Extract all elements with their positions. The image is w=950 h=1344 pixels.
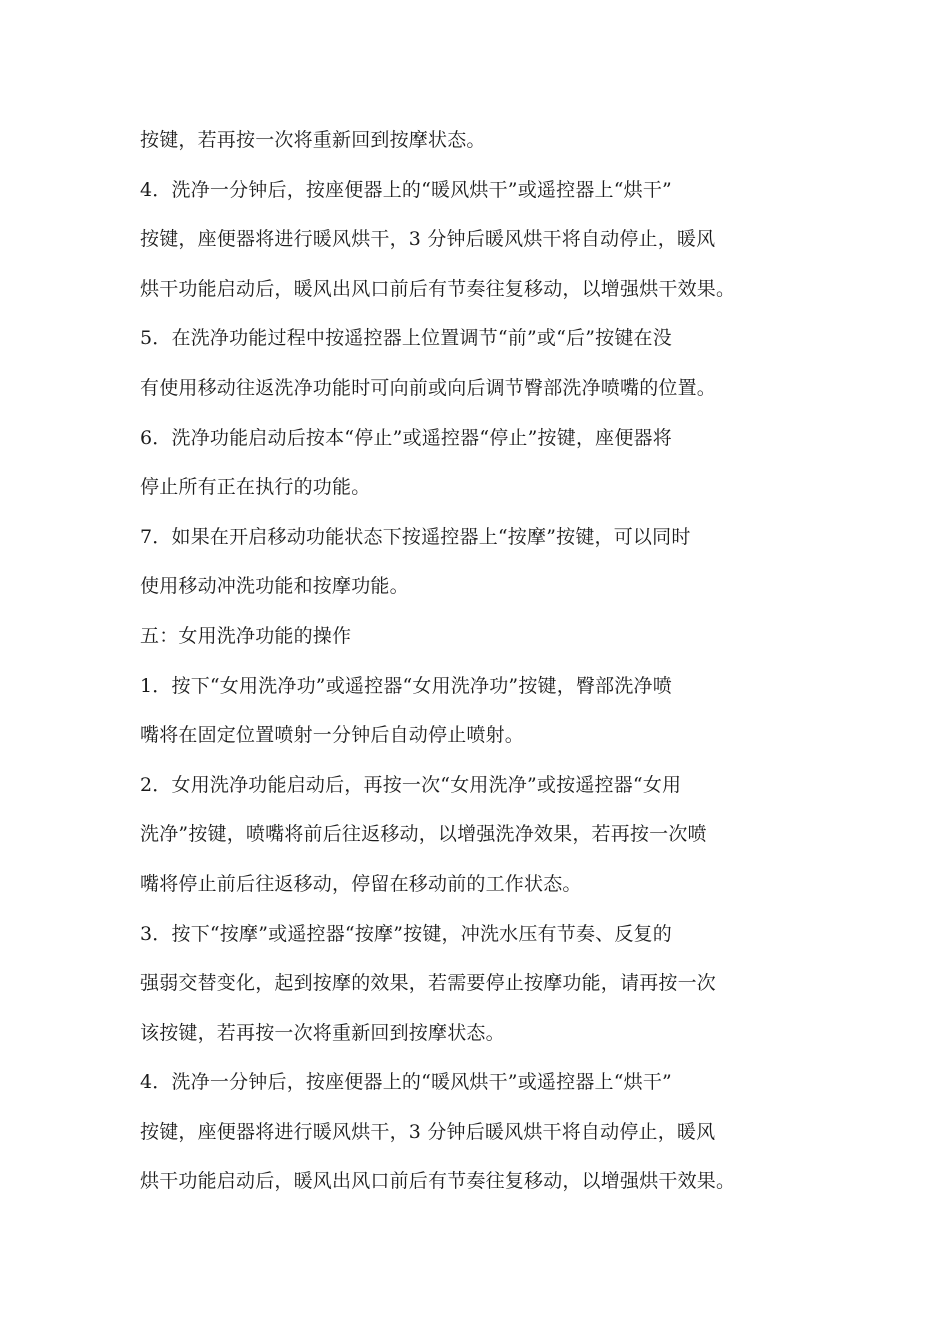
text-line: 强弱交替变化，起到按摩的效果，若需要停止按摩功能，请再按一次 xyxy=(140,972,717,995)
text-line: 按键，座便器将进行暖风烘干，3 分钟后暖风烘干将自动停止，暖风 xyxy=(140,228,716,251)
text-line: 烘干功能启动后，暖风出风口前后有节奏往复移动，以增强烘干效果。 xyxy=(140,277,736,300)
text-line: 该按键，若再按一次将重新回到按摩状态。 xyxy=(140,1021,505,1044)
text-line: 3．按下“按摩”或遥控器“按摩”按键，冲洗水压有节奏、反复的 xyxy=(140,922,672,945)
document-body xyxy=(140,116,840,1207)
text-line: 按键，若再按一次将重新回到按摩状态。 xyxy=(140,129,486,151)
text-line: 按键，座便器将进行暖风烘干，3 分钟后暖风烘干将自动停止，暖风 xyxy=(140,1120,716,1143)
text-line: 2．女用洗净功能启动后，再按一次“女用洗净”或按遥控器“女用 xyxy=(140,773,682,796)
text-line: 6．洗净功能启动后按本“停止”或遥控器“停止”按键，座便器将 xyxy=(140,426,672,449)
text-line: 嘴将在固定位置喷射一分钟后自动停止喷射。 xyxy=(140,724,525,747)
text-line: 4．洗净一分钟后，按座便器上的“暖风烘干”或遥控器上“烘干” xyxy=(140,1071,672,1094)
section-heading: 五：女用洗净功能的操作 xyxy=(140,624,352,647)
text-line: 烘干功能启动后，暖风出风口前后有节奏往复移动，以增强烘干效果。 xyxy=(140,1170,736,1193)
text-line: 有使用移动往返洗净功能时可向前或向后调节臀部洗净喷嘴的位置。 xyxy=(140,376,717,399)
text-line: 停止所有正在执行的功能。 xyxy=(140,476,371,499)
text-line: 4．洗净一分钟后，按座便器上的“暖风烘干”或遥控器上“烘干” xyxy=(140,178,672,201)
text-line: 使用移动冲洗功能和按摩功能。 xyxy=(140,575,409,598)
text-line: 5．在洗净功能过程中按遥控器上位置调节“前”或“后”按键在没 xyxy=(140,327,672,350)
text-line: 嘴将停止前后往返移动，停留在移动前的工作状态。 xyxy=(140,872,582,895)
text-line: 1．按下“女用洗净功”或遥控器“女用洗净功”按键，臀部洗净喷 xyxy=(140,674,672,697)
text-line: 洗净”按键，喷嘴将前后往返移动，以增强洗净效果，若再按一次喷 xyxy=(140,823,707,846)
text-line: 7．如果在开启移动功能状态下按遥控器上“按摩”按键，可以同时 xyxy=(140,525,691,548)
